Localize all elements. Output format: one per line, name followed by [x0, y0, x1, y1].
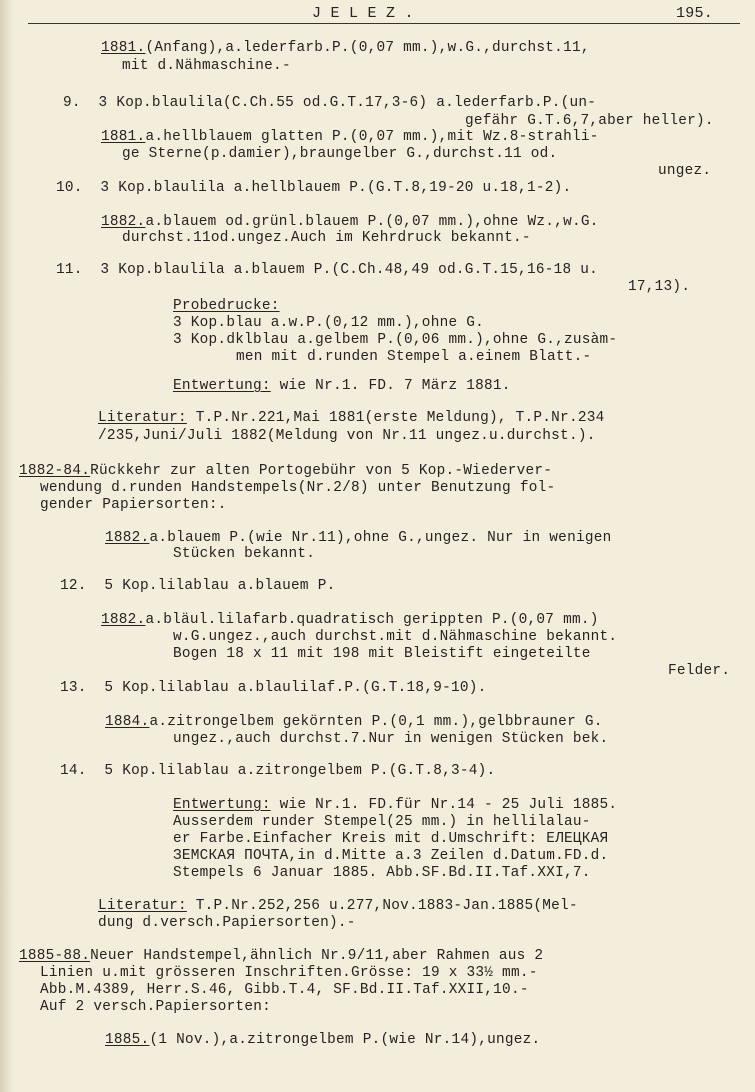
line-text: 10. 3 Kop.blaulila a.hellblauem P.(G.T.8,19-20 u.18,1-2). — [56, 180, 572, 196]
text-line — [101, 129, 599, 145]
page-edge-shadow — [0, 0, 14, 1092]
line-text: Auf 2 versch.Papiersorten: — [40, 999, 272, 1015]
text-line — [105, 530, 612, 546]
text-line — [628, 279, 690, 295]
text-line — [98, 410, 605, 426]
line-text: 9. 3 Kop.blaulila(C.Ch.55 od.G.T.17,3-6) a.lederfarb.P.(un- — [63, 95, 597, 111]
line-text: 11. 3 Kop.blaulila a.blauem P.(C.Ch.48,49 od.G.T.15,16-18 u. — [56, 262, 599, 278]
text-line — [173, 848, 608, 864]
text-line — [40, 999, 271, 1015]
line-text: Stücken bekannt. — [173, 546, 316, 562]
line-text: a.hellblauem glatten P.(0,07 mm.),mit Wz.8-strahli- — [145, 129, 599, 145]
line-text: wie Nr.1. FD.für Nr.14 - 25 Juli 1885. — [270, 797, 618, 813]
underlined-term: 1882-84. — [19, 463, 91, 479]
text-line — [236, 349, 591, 365]
text-line — [122, 146, 557, 162]
line-text: gender Papiersorten:. — [40, 497, 227, 513]
line-text: a.bläul.lilafarb.quadratisch gerippten P.(0,07 mm.) — [145, 612, 599, 628]
line-text: ungez.,auch durchst.7.Nur in wenigen Stücken bek. — [173, 731, 609, 747]
line-text: 14. 5 Kop.lilablau a.zitrongelbem P.(G.T.8,3-4). — [60, 763, 496, 779]
text-line — [658, 163, 711, 179]
line-text: 17,13). — [628, 279, 691, 295]
line-text: dung d.versch.Papiersorten).- — [98, 915, 356, 931]
line-text: w.G.ungez.,auch durchst.mit d.Nähmaschine bekannt. — [173, 629, 618, 645]
line-text: (Anfang),a.lederfarb.P.(0,07 mm.),w.G.,durchst.11, — [145, 40, 590, 56]
text-line — [40, 480, 555, 496]
underlined-term: Literatur: — [98, 410, 187, 426]
text-line — [173, 731, 608, 747]
text-line — [56, 262, 598, 278]
text-line — [122, 230, 531, 246]
underlined-term: 1884. — [105, 714, 150, 730]
text-line — [98, 898, 578, 914]
line-text: (1 Nov.),a.zitrongelbem P.(wie Nr.14),ungez. — [149, 1032, 541, 1048]
text-line — [98, 915, 356, 931]
text-line — [173, 298, 280, 314]
line-text: /235,Juni/Juli 1882(Meldung von Nr.11 ungez.u.durchst.). — [98, 428, 596, 444]
running-header-title: J E L E Z . — [312, 5, 414, 22]
line-text: Stempels 6 Januar 1885. Abb.SF.Bd.II.Taf.XXI,7. — [173, 865, 591, 881]
text-line — [60, 578, 335, 594]
text-line — [101, 40, 590, 56]
page-number: 195. — [676, 5, 714, 22]
line-text: gefähr G.T.6,7,aber heller). — [465, 113, 714, 129]
text-line — [173, 546, 315, 562]
line-text: ЗЕМСКАЯ ПОЧТА,in d.Mitte a.3 Zeilen d.Datum.FD.d. — [173, 848, 609, 864]
text-line — [40, 497, 227, 513]
underlined-term: 1881. — [101, 129, 146, 145]
text-line — [173, 629, 617, 645]
text-line — [173, 378, 511, 394]
line-text: 12. 5 Kop.lilablau a.blauem P. — [60, 578, 336, 594]
line-text: 3 Kop.dklblau a.gelbem P.(0,06 mm.),ohne G.,zusàm- — [173, 332, 618, 348]
text-line — [98, 428, 596, 444]
line-text: ungez. — [658, 163, 712, 179]
text-line — [56, 180, 571, 196]
text-line — [173, 646, 591, 662]
underlined-term: 1882. — [101, 612, 146, 628]
underlined-term: 1882. — [105, 530, 150, 546]
text-line — [63, 95, 596, 111]
line-text: Bogen 18 x 11 mit 198 mit Bleistift eingeteilte — [173, 646, 591, 662]
line-text: Rückkehr zur alten Portogebühr von 5 Kop.-Wiederver- — [90, 463, 553, 479]
text-line — [40, 982, 529, 998]
line-text: wie Nr.1. FD. 7 März 1881. — [270, 378, 511, 394]
line-text: er Farbe.Einfacher Kreis mit d.Umschrift: ЕЛЕЦКАЯ — [173, 831, 609, 847]
underlined-term: 1882. — [101, 214, 146, 230]
line-text: Abb.M.4389, Herr.S.46, Gibb.T.4, SF.Bd.II.Taf.XXII,10.- — [40, 982, 529, 998]
underlined-term: 1885. — [105, 1032, 150, 1048]
text-line — [173, 332, 617, 348]
line-text: Felder. — [668, 663, 731, 679]
text-line — [60, 680, 487, 696]
line-text: durchst.11od.ungez.Auch im Kehrdruck bekannt.- — [122, 230, 531, 246]
line-text: a.zitrongelbem gekörnten P.(0,1 mm.),gelbbrauner G. — [149, 714, 603, 730]
text-line — [101, 214, 599, 230]
line-text: a.blauem P.(wie Nr.11),ohne G.,ungez. Nur in wenigen — [149, 530, 612, 546]
line-text: 3 Kop.blau a.w.P.(0,12 mm.),ohne G. — [173, 315, 485, 331]
line-text: Neuer Handstempel,ähnlich Nr.9/11,aber Rahmen aus 2 — [90, 948, 544, 964]
line-text: wendung d.runden Handstempels(Nr.2/8) unter Benutzung fol- — [40, 480, 556, 496]
line-text: 13. 5 Kop.lilablau a.blaulilaf.P.(G.T.18,9-10). — [60, 680, 487, 696]
line-text: Linien u.mit grösseren Inschriften.Grösse: 19 x 33½ mm.- — [40, 965, 538, 981]
line-text: T.P.Nr.221,Mai 1881(erste Meldung), T.P.Nr.234 — [186, 410, 605, 426]
text-line — [173, 814, 591, 830]
underlined-term: Entwertung: — [173, 378, 271, 394]
text-line — [105, 1032, 540, 1048]
text-line — [40, 965, 538, 981]
text-line — [668, 663, 730, 679]
line-text: T.P.Nr.252,256 u.277,Nov.1883-Jan.1885(Mel- — [186, 898, 578, 914]
text-line — [60, 763, 495, 779]
text-line — [101, 612, 599, 628]
text-line — [465, 113, 714, 129]
underlined-term: 1881. — [101, 40, 146, 56]
text-line — [173, 865, 591, 881]
text-line — [105, 714, 603, 730]
text-line — [173, 831, 608, 847]
underlined-term: Entwertung: — [173, 797, 271, 813]
underlined-term: 1885-88. — [19, 948, 91, 964]
text-line — [19, 948, 543, 964]
text-line — [122, 58, 291, 74]
line-text: mit d.Nähmaschine.- — [122, 58, 291, 74]
line-text: ge Sterne(p.damier),braungelber G.,durchst.11 od. — [122, 146, 558, 162]
underlined-term: Literatur: — [98, 898, 187, 914]
text-line — [173, 797, 617, 813]
line-text: a.blauem od.grünl.blauem P.(0,07 mm.),ohne Wz.,w.G. — [145, 214, 599, 230]
underlined-term: Probedrucke: — [173, 298, 280, 314]
text-line — [173, 315, 484, 331]
line-text: Ausserdem runder Stempel(25 mm.) in hellilalau- — [173, 814, 591, 830]
header-rule — [28, 23, 740, 24]
text-line — [19, 463, 552, 479]
line-text: men mit d.runden Stempel a.einem Blatt.- — [236, 349, 592, 365]
